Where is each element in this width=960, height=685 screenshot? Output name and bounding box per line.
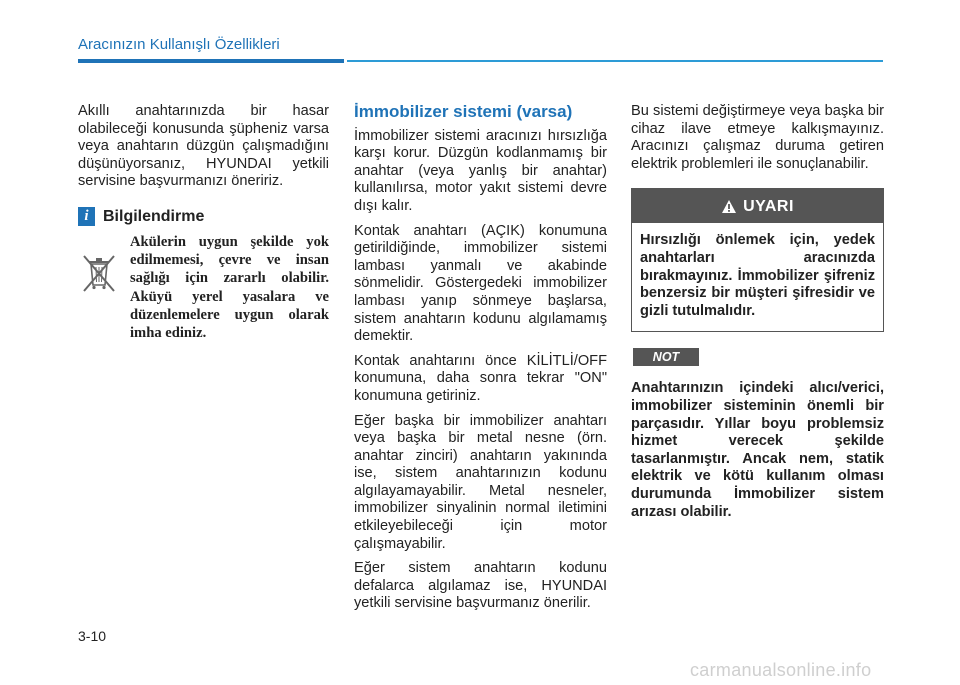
immobilizer-section-title: İmmobilizer sistemi (varsa) <box>354 102 573 121</box>
warning-triangle-icon <box>721 199 737 214</box>
note-badge: NOT <box>633 348 699 366</box>
info-icon: i <box>78 207 95 226</box>
immobilizer-paragraph-3: Kontak anahtarını önce KİLİTLİ/OFF konumuna, daha sonra tekrar "ON" konumuna getiriniz. <box>354 352 607 404</box>
right-column <box>631 103 884 521</box>
crossed-out-bin-icon <box>79 249 119 297</box>
header-rule-dark <box>78 59 344 63</box>
warning-header <box>632 189 883 223</box>
info-title: Bilgilendirme <box>103 207 205 225</box>
smart-key-intro-paragraph: Akıllı anahtarınızda bir hasar olabileceği konusunda şüpheniz varsa veya anahtarın düzgün çalışmadığını düşünüyorsanız, HYUNDAI yetkili servisine başvurmanızı öneririz. <box>78 103 329 190</box>
header-rule-light <box>347 60 883 62</box>
battery-disposal-notice <box>78 233 329 342</box>
immobilizer-paragraph-1: İmmobilizer sistemi aracınızı hırsızlığa karşı korur. Düzgün kodlanmamış bir anahtar (veya yanlış bir anahtar) kullanılırsa, motor yakıt sistemi devre dışı kalır. <box>354 127 607 214</box>
warning-title: UYARI <box>743 197 794 215</box>
info-heading <box>78 207 329 226</box>
note-text: Anahtarınızın içindeki alıcı/verici, immobilizer sisteminin önemli bir parçasıdır. Yıllar boyu problemsiz hizmet verecek şekilde tasarlanmıştır. Ancak nem, statik elektrik ve kötü kullanım olması durumunda İmmobilizer sistem arızası olabilir. <box>631 380 884 520</box>
battery-disposal-text: Akülerin uygun şekilde yok edilmemesi, çevre ve insan sağlığı için zararlı olabilir. Aküyü yerel yasalara ve düzenlemelere uygun olarak imha ediniz. <box>130 233 329 341</box>
watermark: carmanualsonline.info <box>690 660 872 680</box>
warning-text: Hırsızlığı önlemek için, yedek anahtarları aracınızda bırakmayınız. İmmobilizer şifreniz benzersiz bir müşteri şifresidir ve gizli tutulmalıdır. <box>640 232 875 319</box>
middle-column <box>354 103 607 620</box>
warning-box <box>631 188 884 332</box>
immobilizer-paragraph-5: Eğer sistem anahtarın kodunu defalarca algılamaz ise, HYUNDAI yetkili servisine başvurmanız önerilir. <box>354 560 607 612</box>
modification-warning-paragraph: Bu sistemi değiştirmeye veya başka bir cihaz ilave etmeye kalkışmayınız. Aracınızı çalışmaz duruma getiren elektrik problemleri ile sonuçlanabilir. <box>631 103 884 172</box>
page-number: 3-10 <box>78 628 107 644</box>
immobilizer-paragraph-4: Eğer başka bir immobilizer anahtarı veya başka bir metal nesne (örn. anahtar zinciri) anahtarın yakınında ise, sistem anahtarınızın kodunu algılayamayabilir. Metal nesneler, immobilizer sinyalinin normal iletimini etkileyebileceği için motor çalışmayabilir. <box>354 412 607 552</box>
immobilizer-paragraph-2: Kontak anahtarı (AÇIK) konumuna getirildiğinde, immobilizer sistemi lambası yanmalı ve akabinde sönmelidir. Göstergedeki immobilizer lambası yanıp sönmeye başlarsa, sistem anahtarın kodunu algılamamış demektir. <box>354 222 607 345</box>
left-column <box>78 103 329 342</box>
section-header-title: Aracınızın Kullanışlı Özellikleri <box>78 36 280 53</box>
